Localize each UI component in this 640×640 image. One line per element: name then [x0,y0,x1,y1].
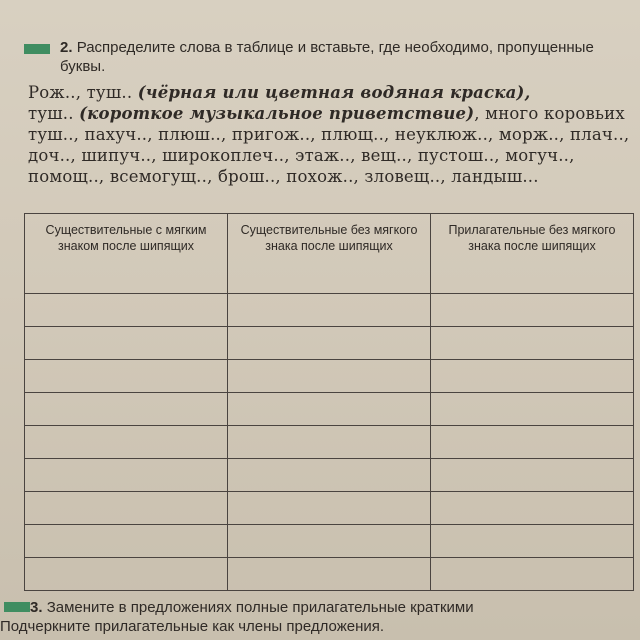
exercise-gloss: (короткое музыкальное приветствие) [79,104,475,123]
table-cell[interactable] [228,426,431,459]
table-cell[interactable] [25,360,228,393]
table-cell[interactable] [431,360,634,393]
table-cell[interactable] [228,294,431,327]
table-cell[interactable] [431,294,634,327]
table-cell[interactable] [25,426,228,459]
word-sorting-table [24,213,634,591]
table-row [25,492,634,525]
task-2-number: 2. [60,39,73,56]
table-cell[interactable] [25,492,228,525]
table-row [25,393,634,426]
table-cell[interactable] [25,525,228,558]
table-cell[interactable] [228,525,431,558]
table-row [25,327,634,360]
task-3-number: 3. [30,599,43,616]
header-adjectives-without-soft-sign: Прилагательные без мягкого знака после шипящих [431,214,634,294]
table-row [25,525,634,558]
exercise-word-list [28,82,634,187]
task-3-line-1: Замените в предложениях полные прилагательные краткими [46,599,474,616]
table-cell[interactable] [431,558,634,591]
task-3-marker [4,602,30,612]
exercise-words: Рож.., туш.. [28,83,138,102]
table-cell[interactable] [431,426,634,459]
table-row [25,294,634,327]
table-cell[interactable] [25,327,228,360]
table-cell[interactable] [25,459,228,492]
table-row [25,558,634,591]
task-3-text [0,598,640,636]
table-cell[interactable] [25,393,228,426]
task-2-marker [24,44,50,54]
table-cell[interactable] [228,492,431,525]
table-cell[interactable] [228,360,431,393]
table-cell[interactable] [25,294,228,327]
table-cell[interactable] [431,492,634,525]
table-cell[interactable] [431,327,634,360]
exercise-words: туш.. [28,104,80,123]
table-row [25,426,634,459]
table-cell[interactable] [228,558,431,591]
table-cell[interactable] [228,459,431,492]
exercise-gloss: (чёрная или цветная водяная краска), [137,83,531,102]
table-cell[interactable] [431,525,634,558]
table-cell[interactable] [431,459,634,492]
header-nouns-with-soft-sign: Существительные с мягким знаком после шипящих [25,214,228,294]
table-header-row [25,214,634,294]
exercise-words: , много коровьих туш.., пахуч.., плюш.., пригож.., плющ.., неуклюж.., морж.., плач.., доч.., шипуч.., широкоплеч.., этаж.., вещ.., пустош.., могуч.., помощ.., всемогущ.., брош.., похож.., зловещ.., ландыш... [28,104,630,186]
table-row [25,360,634,393]
table-cell[interactable] [228,393,431,426]
task-2-heading [60,38,630,76]
table-cell[interactable] [228,327,431,360]
table-cell[interactable] [431,393,634,426]
table-row [25,459,634,492]
task-3-line-2: Подчеркните прилагательные как члены предложения. [0,618,385,635]
task-2-instruction: Распределите слова в таблице и вставьте, где необходимо, пропущенные буквы. [60,39,594,75]
table-cell[interactable] [25,558,228,591]
header-nouns-without-soft-sign: Существительные без мягкого знака после шипящих [228,214,431,294]
